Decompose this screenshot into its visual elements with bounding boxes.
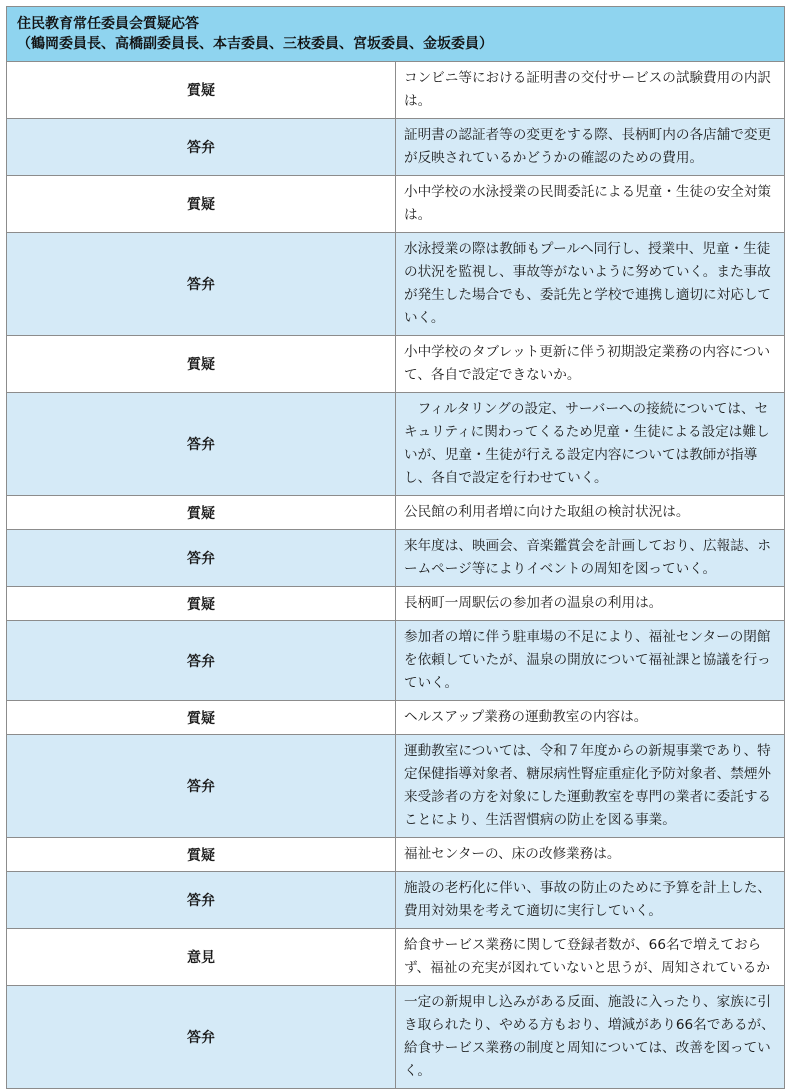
committee-members: （鶴岡委員長、高橋副委員長、本吉委員、三枝委員、宮坂委員、金坂委員） <box>17 36 493 52</box>
answer-row <box>7 621 785 701</box>
question-label: 質疑 <box>7 176 396 233</box>
question-text: 小中学校のタブレット更新に伴う初期設定業務の内容について、各自で設定できないか。 <box>396 336 785 393</box>
question-label: 質疑 <box>7 587 396 621</box>
answer-label: 答弁 <box>7 119 396 176</box>
answer-label: 答弁 <box>7 621 396 701</box>
question-row <box>7 587 785 621</box>
answer-label: 答弁 <box>7 735 396 838</box>
answer-text: 施設の老朽化に伴い、事故の防止のために予算を計上した、費用対効果を考えて適切に実行していく。 <box>396 872 785 929</box>
question-text: ヘルスアップ業務の運動教室の内容は。 <box>396 701 785 735</box>
question-row <box>7 929 785 986</box>
question-row <box>7 336 785 393</box>
question-text: 福祉センターの、床の改修業務は。 <box>396 838 785 872</box>
question-row <box>7 838 785 872</box>
question-label: 質疑 <box>7 336 396 393</box>
qa-document <box>6 6 785 1089</box>
answer-row <box>7 393 785 496</box>
qa-table <box>6 6 785 1089</box>
answer-row <box>7 119 785 176</box>
question-label: 質疑 <box>7 62 396 119</box>
answer-text: 運動教室については、令和７年度からの新規事業であり、特定保健指導対象者、糖尿病性腎症重症化予防対象者、禁煙外来受診者の方を対象にした運動教室を専門の業者に委託することにより、生活習慣病の防止を図る事業。 <box>396 735 785 838</box>
answer-row <box>7 530 785 587</box>
answer-label: 答弁 <box>7 872 396 929</box>
question-row <box>7 62 785 119</box>
table-header-row <box>7 7 785 62</box>
answer-row <box>7 233 785 336</box>
answer-text: 証明書の認証者等の変更をする際、長柄町内の各店舗で変更が反映されているかどうかの確認のための費用。 <box>396 119 785 176</box>
answer-text: 来年度は、映画会、音楽鑑賞会を計画しており、広報誌、ホームページ等によりイベントの周知を図っていく。 <box>396 530 785 587</box>
answer-label: 答弁 <box>7 530 396 587</box>
question-row <box>7 496 785 530</box>
question-row <box>7 176 785 233</box>
answer-label: 答弁 <box>7 233 396 336</box>
question-text: 給食サービス業務に関して登録者数が、66名で増えておらず、福祉の充実が図れていないと思うが、周知されているか <box>396 929 785 986</box>
question-text: 公民館の利用者増に向けた取組の検討状況は。 <box>396 496 785 530</box>
answer-label: 答弁 <box>7 986 396 1089</box>
question-label: 質疑 <box>7 496 396 530</box>
answer-text: 一定の新規申し込みがある反面、施設に入ったり、家族に引き取られたり、やめる方もおり、増減があり66名であるが、給食サービス業務の制度と周知については、改善を図っていく。 <box>396 986 785 1089</box>
question-label: 質疑 <box>7 838 396 872</box>
committee-title: 住民教育常任委員会質疑応答 <box>17 16 199 32</box>
question-label: 意見 <box>7 929 396 986</box>
answer-label: 答弁 <box>7 393 396 496</box>
answer-row <box>7 986 785 1089</box>
answer-text: フィルタリングの設定、サーバーへの接続については、セキュリティに関わってくるため児童・生徒による設定は難しいが、児童・生徒が行える設定内容については教師が指導し、各自で設定を行わせていく。 <box>396 393 785 496</box>
question-label: 質疑 <box>7 701 396 735</box>
question-text: 長柄町一周駅伝の参加者の温泉の利用は。 <box>396 587 785 621</box>
question-text: コンビニ等における証明書の交付サービスの試験費用の内訳は。 <box>396 62 785 119</box>
answer-row <box>7 872 785 929</box>
table-header <box>7 7 785 62</box>
question-text: 小中学校の水泳授業の民間委託による児童・生徒の安全対策は。 <box>396 176 785 233</box>
answer-text: 参加者の増に伴う駐車場の不足により、福祉センターの閉館を依頼していたが、温泉の開放について福祉課と協議を行っていく。 <box>396 621 785 701</box>
question-row <box>7 701 785 735</box>
answer-row <box>7 735 785 838</box>
answer-text: 水泳授業の際は教師もプールへ同行し、授業中、児童・生徒の状況を監視し、事故等がないように努めていく。また事故が発生した場合でも、委託先と学校で連携し適切に対応していく。 <box>396 233 785 336</box>
